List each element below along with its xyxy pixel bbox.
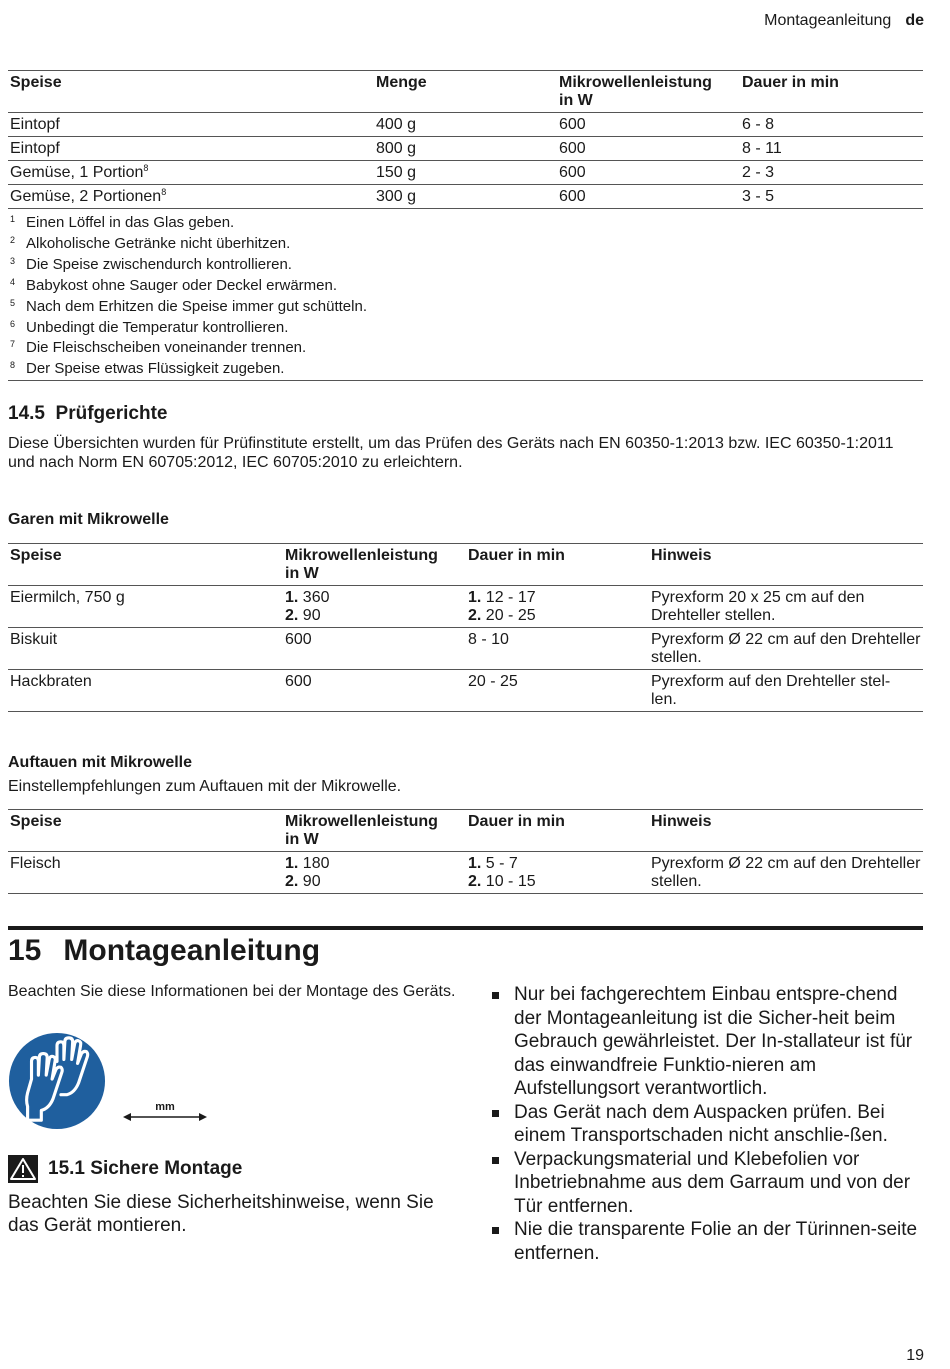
table-row bbox=[8, 670, 923, 712]
subsection-title: Garen mit Mikrowelle bbox=[8, 511, 169, 528]
bullet-icon bbox=[492, 1227, 499, 1234]
bullet-text: Nur bei fachgerechtem Einbau entspre-chend der Montageanleitung ist die Sicher-heit beim Gebrauch gewährleistet. Der In-stallateur ist für das einwandfreie Funktio-nieren am Aufstellungsort verantwortlich. bbox=[514, 984, 913, 1099]
list-item bbox=[490, 1218, 925, 1265]
list-item bbox=[490, 1101, 925, 1148]
footnote-text: Die Fleischscheiben voneinander trennen. bbox=[26, 339, 307, 357]
cooking-table bbox=[8, 543, 923, 712]
cell-time bbox=[466, 586, 649, 628]
col-header-food: Speise bbox=[10, 547, 62, 564]
section-intro: Diese Übersichten wurden für Prüfinstitute erstellt, um das Prüfen des Geräts nach EN 60350-1:2013 bzw. IEC 60350-1:2011 und nach Norm EN 60705:2012, IEC 60705:2010 zu erleichtern. bbox=[8, 435, 894, 471]
footnote-number: 6 bbox=[10, 318, 16, 329]
step-value: 90 bbox=[302, 873, 321, 890]
step-value: 360 bbox=[302, 589, 330, 606]
cell-time: 20 - 25 bbox=[468, 673, 518, 690]
page-number: 19 bbox=[906, 1347, 924, 1364]
step-label: 1. bbox=[468, 589, 482, 606]
cell-food: Hackbraten bbox=[10, 673, 92, 690]
col-header-food: Speise bbox=[10, 74, 62, 91]
cell-amount: 400 g bbox=[376, 116, 417, 133]
section-heading bbox=[8, 403, 167, 425]
chapter-divider bbox=[8, 926, 923, 930]
cell-power: 600 bbox=[285, 673, 312, 690]
step-label: 2. bbox=[468, 873, 482, 890]
chapter-heading bbox=[8, 934, 320, 968]
defrost-table bbox=[8, 809, 923, 894]
cell-power: 600 bbox=[559, 164, 586, 181]
col-header-power: Mikrowellenleistung in W bbox=[285, 547, 438, 582]
footnote-text: Unbedingt die Temperatur kontrollieren. bbox=[26, 318, 289, 336]
step-label: 1. bbox=[285, 855, 299, 872]
cell-time bbox=[466, 852, 649, 894]
cell-note: Pyrexform 20 x 25 cm auf den Drehteller stellen. bbox=[651, 589, 865, 624]
cell-note: Pyrexform Ø 22 cm auf den Drehteller stellen. bbox=[651, 855, 921, 890]
cell-time: 8 - 11 bbox=[742, 140, 782, 157]
safety-bullet-list bbox=[490, 983, 925, 1265]
cell-food: Biskuit bbox=[10, 631, 58, 648]
footnote bbox=[10, 316, 921, 337]
section-title: Prüfgerichte bbox=[55, 403, 168, 424]
cell-food: Fleisch bbox=[10, 855, 61, 872]
footnote-number: 2 bbox=[10, 234, 16, 245]
footnote-number: 8 bbox=[10, 360, 16, 371]
col-header-power: Mikrowellenleistung in W bbox=[559, 74, 712, 109]
cell-power: 600 bbox=[285, 631, 312, 648]
bullet-text: Verpackungsmaterial und Klebefolien vor Inbetriebnahme aus dem Garraum und von der Tür entfernen. bbox=[514, 1148, 911, 1217]
step-value: 12 - 17 bbox=[485, 589, 536, 606]
bullet-icon bbox=[492, 992, 499, 999]
footnote bbox=[10, 295, 921, 316]
page-header bbox=[764, 12, 924, 30]
step-value: 10 - 15 bbox=[485, 873, 536, 890]
step-value: 180 bbox=[302, 855, 330, 872]
subsection-title: Auftauen mit Mikrowelle bbox=[8, 754, 193, 771]
footnote-number: 3 bbox=[10, 255, 16, 266]
col-header-note: Hinweis bbox=[651, 813, 712, 830]
subsection-intro: Einstellempfehlungen zum Auftauen mit der Mikrowelle. bbox=[8, 778, 402, 795]
food-label: Gemüse, 2 Portionen bbox=[10, 188, 162, 205]
list-item bbox=[490, 1148, 925, 1219]
cell-time: 8 - 10 bbox=[468, 631, 509, 648]
step-value: 90 bbox=[302, 607, 321, 624]
footnote-number: 5 bbox=[10, 297, 16, 308]
cell-note: Pyrexform Ø 22 cm auf den Drehteller stellen. bbox=[651, 631, 921, 666]
col-header-amount: Menge bbox=[376, 74, 427, 91]
col-header-power: Mikrowellenleistung in W bbox=[285, 813, 438, 848]
table-header-row bbox=[8, 810, 923, 852]
cell-time: 6 - 8 bbox=[742, 116, 775, 133]
bullet-text: Das Gerät nach dem Auspacken prüfen. Bei einem Transportschaden nicht anschlie-ßen. bbox=[514, 1101, 888, 1146]
col-header-note: Hinweis bbox=[651, 547, 712, 564]
col-header-time: Dauer in min bbox=[468, 547, 565, 564]
footnote-text: Nach dem Erhitzen die Speise immer gut schütteln. bbox=[26, 297, 367, 315]
safety-number: 15.1 bbox=[48, 1158, 85, 1179]
footnote-text: Der Speise etwas Flüssigkeit zugeben. bbox=[26, 360, 285, 378]
step-label: 1. bbox=[285, 589, 299, 606]
mm-label: mm bbox=[155, 1101, 175, 1113]
step-value: 5 - 7 bbox=[485, 855, 518, 872]
footnotes-row bbox=[8, 209, 923, 381]
safety-heading bbox=[8, 1155, 242, 1183]
chapter-number: 15 bbox=[8, 934, 42, 967]
cell-food: Eintopf bbox=[10, 140, 60, 157]
cell-food bbox=[8, 161, 374, 185]
cell-time: 2 - 3 bbox=[742, 164, 775, 181]
chapter-title: Montageanleitung bbox=[63, 934, 321, 967]
footnotes bbox=[8, 209, 923, 381]
table-row bbox=[8, 137, 923, 161]
chapter-intro: Beachten Sie diese Informationen bei der Montage des Geräts. bbox=[8, 983, 456, 1000]
cell-amount: 800 g bbox=[376, 140, 417, 157]
table-row bbox=[8, 586, 923, 628]
table-row bbox=[8, 161, 923, 185]
footnote bbox=[10, 274, 921, 295]
cell-amount: 150 g bbox=[376, 164, 417, 181]
footnote bbox=[10, 232, 921, 253]
cell-food: Eintopf bbox=[10, 116, 60, 133]
footnote-ref: 8 bbox=[161, 187, 167, 197]
table-header-row bbox=[8, 544, 923, 586]
safety-text: Beachten Sie diese Sicherheitshinweise, wenn Sie das Gerät montieren. bbox=[8, 1192, 434, 1236]
table-row bbox=[8, 185, 923, 209]
cell-power: 600 bbox=[559, 188, 586, 205]
cell-note: Pyrexform auf den Drehteller stel-len. bbox=[651, 673, 891, 708]
footnote-text: Die Speise zwischendurch kontrollieren. bbox=[26, 255, 292, 273]
reheat-table bbox=[8, 70, 923, 381]
bullet-icon bbox=[492, 1157, 499, 1164]
table-row bbox=[8, 852, 923, 894]
cell-amount: 300 g bbox=[376, 188, 417, 205]
bullet-icon bbox=[492, 1110, 499, 1117]
bullet-text: Nie die transparente Folie an der Türinnen-seite entfernen. bbox=[514, 1219, 918, 1264]
step-label: 1. bbox=[468, 855, 482, 872]
language-code: de bbox=[905, 12, 924, 29]
table-row bbox=[8, 113, 923, 137]
cell-food: Eiermilch, 750 g bbox=[10, 589, 125, 606]
food-label: Gemüse, 1 Portion bbox=[10, 164, 144, 181]
footnote-text: Alkoholische Getränke nicht überhitzen. bbox=[26, 234, 291, 252]
warning-icon bbox=[8, 1155, 38, 1183]
step-label: 2. bbox=[468, 607, 482, 624]
cell-power bbox=[283, 852, 466, 894]
col-header-time: Dauer in min bbox=[742, 74, 839, 91]
footnote-number: 4 bbox=[10, 276, 16, 287]
protective-gloves-icon bbox=[8, 1032, 106, 1130]
col-header-food: Speise bbox=[10, 813, 62, 830]
footnote bbox=[10, 253, 921, 274]
safety-title: Sichere Montage bbox=[90, 1158, 243, 1179]
table-header-row bbox=[8, 71, 923, 113]
section-number: 14.5 bbox=[8, 403, 45, 424]
footnote-number: 1 bbox=[10, 214, 16, 224]
footnote-text: Einen Löffel in das Glas geben. bbox=[26, 214, 235, 231]
footnote bbox=[10, 211, 921, 232]
step-value: 20 - 25 bbox=[485, 607, 536, 624]
list-item bbox=[490, 983, 925, 1101]
footnote-text: Babykost ohne Sauger oder Deckel erwärmen. bbox=[26, 276, 338, 294]
header-title: Montageanleitung bbox=[764, 12, 892, 29]
footnote bbox=[10, 357, 921, 378]
cell-power bbox=[283, 586, 466, 628]
col-header-time: Dauer in min bbox=[468, 813, 565, 830]
footnote bbox=[10, 336, 921, 357]
cell-power: 600 bbox=[559, 140, 586, 157]
measurement-mm-icon bbox=[122, 1098, 208, 1124]
step-label: 2. bbox=[285, 873, 299, 890]
cell-time: 3 - 5 bbox=[742, 188, 775, 205]
cell-food bbox=[8, 185, 374, 209]
footnote-number: 7 bbox=[10, 339, 16, 350]
table-row bbox=[8, 628, 923, 670]
footnote-ref: 8 bbox=[143, 163, 149, 173]
step-label: 2. bbox=[285, 607, 299, 624]
cell-power: 600 bbox=[559, 116, 586, 133]
